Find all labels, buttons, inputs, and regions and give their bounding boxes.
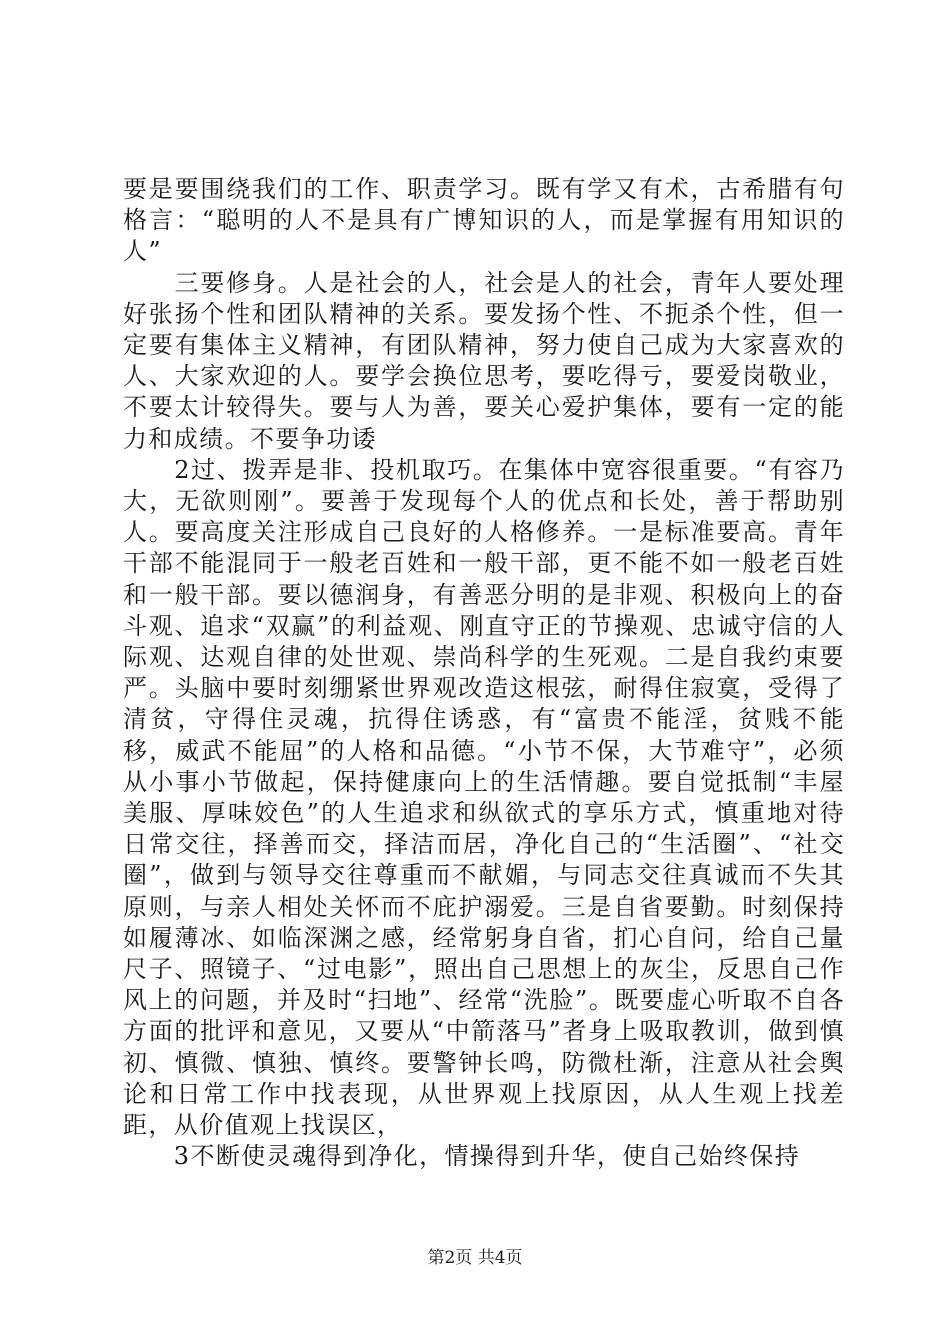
- paragraph-4: 3不断使灵魂得到净化，情操得到升华，使自己始终保持: [123, 1142, 801, 1171]
- paragraph-1: 要是要围绕我们的工作、职责学习。既有学又有术，古希腊有句格言：“聪明的人不是具有广博知识的人，而是掌握有用知识的人”: [123, 175, 845, 266]
- document-body: [123, 174, 845, 1173]
- paragraph-2: 三要修身。人是社会的人，社会是人的社会，青年人要处理好张扬个性和团队精神的关系。要发扬个性、不扼杀个性，但一定要有集体主义精神，有团队精神，努力使自己成为大家喜欢的人、大家欢迎的人。要学会换位思考，要吃得亏，要爱岗敬业，不要太计较得失。要与人为善，要关心爱护集体，要有一定的能力和成绩。不要争功诿: [123, 268, 845, 453]
- paragraph-3: 2过、拨弄是非、投机取巧。在集体中宽容很重要。“有容乃大，无欲则刚”。要善于发现每个人的优点和长处，善于帮助别人。要高度关注形成自己良好的人格修养。一是标准要高。青年干部不能混同于一般老百姓和一般干部，更不能不如一般老百姓和一般干部。要以德润身，有善恶分明的是非观、积极向上的奋斗观、追求“双赢”的利益观、刚直守正的节操观、忠诚守信的人际观、达观自律的处世观、崇尚科学的生死观。二是自我约束要严。头脑中要时刻绷紧世界观改造这根弦，耐得住寂寞，受得了清贫，守得住灵魂，抗得住诱惑，有“富贵不能淫，贫贱不能移，威武不能屈”的人格和品德。“小节不保，大节难守”，必须从小事小节做起，保持健康向上的生活情趣。要自觉抵制“丰屋美服、厚味姣色”的人生追求和纵欲式的享乐方式，慎重地对待日常交往，择善而交，择洁而居，净化自己的“生活圈”、“社交圈”，做到与领导交往尊重而不献媚，与同志交往真诚而不失其原则，与亲人相处关怀而不庇护溺爱。三是自省要勤。时刻保持如履薄冰、如临深渊之感，经常躬身自省，扪心自问，给自己量尺子、照镜子、“过电影”，照出自己思想上的灰尘，反思自己作风上的问题，并及时“扫地”、经常“洗脸”。既要虚心听取不自各方面的批评和意见，又要从“中箭落马”者身上吸取教训，做到慎初、慎微、慎独、慎终。要警钟长鸣，防微杜渐，注意从社会舆论和日常工作中找表现，从世界观上找原因，从人生观上找差距，从价值观上找误区，: [123, 455, 845, 1140]
- page-number-footer: 第2页 共4页: [427, 1248, 523, 1268]
